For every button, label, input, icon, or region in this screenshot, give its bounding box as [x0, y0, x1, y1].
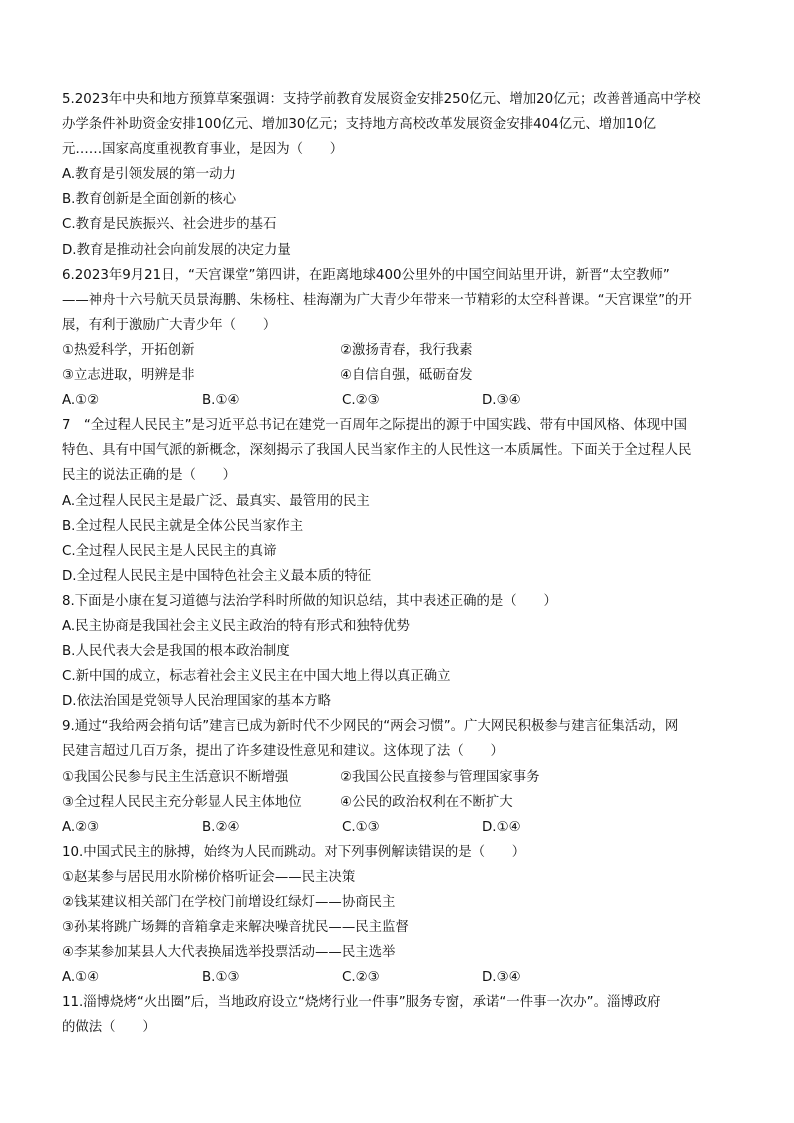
question-stem-line: ——神舟十六号航天员景海鹏、朱杨柱、桂海潮为广大青少年带来一节精彩的太空科普课。“天宫课堂”的开	[62, 292, 692, 308]
question-10	[62, 840, 734, 991]
question-stem-line: 7 “全过程人民民主”是习近平总书记在建党一百周年之际提出的源于中国实践、带有中国风格、体现中国	[62, 418, 687, 434]
answer-choice: B.②④	[202, 819, 240, 835]
answer-choice: C.②③	[342, 393, 380, 409]
question-5	[62, 87, 734, 263]
statement-item: ④李某参加某县人大代表换届选举投票活动——民主选举	[62, 945, 396, 961]
answer-choice: C.②③	[342, 970, 380, 986]
question-stem-line: 办学条件补助资金安排100亿元、增加30亿元；支持地方高校改革发展资金安排404亿元、增加10亿	[62, 117, 657, 133]
answer-option: A.教育是引领发展的第一动力	[62, 167, 236, 183]
statement-item: ①赵某参与居民用水阶梯价格听证会——民主决策	[62, 869, 356, 885]
question-stem-line: 10.中国式民主的脉搏，始终为人民而跳动。对下列事例解读错误的是（ ）	[62, 844, 526, 860]
question-stem-line: 的做法（ ）	[62, 1020, 156, 1036]
question-8	[62, 589, 734, 714]
answer-option: D.全过程人民民主是中国特色社会主义最本质的特征	[62, 568, 372, 584]
statement-item: ③全过程人民民主充分彰显人民主体地位	[62, 794, 302, 810]
question-6	[62, 263, 734, 414]
statement-item: ③立志进取，明辨是非	[62, 368, 195, 384]
answer-choice: D.①④	[482, 819, 521, 835]
statement-item: ③孙某将跳广场舞的音箱拿走来解决噪音扰民——民主监督	[62, 920, 409, 936]
question-stem-line: 6.2023年9月21日，“天宫课堂”第四讲，在距离地球400公里外的中国空间站里开讲，新晋“太空教师”	[62, 267, 670, 283]
statement-item: ②我国公民直接参与管理国家事务	[340, 769, 540, 785]
question-stem-line: 民主的说法正确的是（ ）	[62, 468, 237, 484]
statement-row	[62, 790, 734, 815]
question-stem-line: 11.淄博烧烤“火出圈”后，当地政府设立“烧烤行业一件事”服务专窗，承诺“一件事一次办”。淄博政府	[62, 995, 661, 1011]
answer-choice: A.①④	[62, 970, 100, 986]
statement-item: ①热爱科学，开拓创新	[62, 342, 195, 358]
exam-content	[62, 87, 734, 1041]
answer-choice: D.③④	[482, 970, 521, 986]
statement-item: ④公民的政治权利在不断扩大	[340, 794, 513, 810]
question-stem-line: 展，有利于激励广大青少年（ ）	[62, 317, 277, 333]
question-stem-line: 5.2023年中央和地方预算草案强调：支持学前教育发展资金安排250亿元、增加20亿元；改善普通高中学校	[62, 92, 701, 107]
answer-option: A.民主协商是我国社会主义民主政治的特有形式和独特优势	[62, 618, 410, 634]
statement-row	[62, 765, 734, 790]
question-stem-line: 元……国家高度重视教育事业，是因为（ ）	[62, 142, 344, 158]
answer-option: D.教育是推动社会向前发展的决定力量	[62, 242, 291, 258]
statement-item: ②激扬青春，我行我素	[340, 342, 473, 358]
statement-item: ②钱某建议相关部门在学校门前增设红绿灯——协商民主	[62, 895, 396, 910]
question-stem-line: 民建言超过几百万条，提出了许多建设性意见和建议。这体现了法（ ）	[62, 744, 504, 760]
question-stem-line: 9.通过“我给两会捎句话”建言已成为新时代不少网民的“两会习惯”。广大网民积极参与建言征集活动，网	[62, 719, 679, 735]
answer-choice: B.①③	[202, 970, 240, 986]
answer-option: C.新中国的成立，标志着社会主义民主在中国大地上得以真正确立	[62, 669, 451, 685]
question-7	[62, 413, 734, 589]
answer-choice: C.①③	[342, 819, 380, 835]
choice-row	[62, 388, 734, 413]
choice-row	[62, 815, 734, 840]
question-9	[62, 714, 734, 839]
answer-option: C.教育是民族振兴、社会进步的基石	[62, 217, 277, 233]
statement-row	[62, 363, 734, 388]
question-stem-line: 特色、具有中国气派的新概念，深刻揭示了我国人民当家作主的人民性这一本质属性。下面关于全过程人民	[62, 443, 692, 459]
answer-option: B.全过程人民民主就是全体公民当家作主	[62, 518, 304, 534]
answer-option: B.教育创新是全面创新的核心	[62, 192, 237, 208]
answer-choice: D.③④	[482, 393, 521, 409]
statement-item: ①我国公民参与民主生活意识不断增强	[62, 769, 289, 785]
question-11	[62, 990, 734, 1040]
answer-choice: B.①④	[202, 393, 240, 409]
answer-choice: A.①②	[62, 393, 100, 409]
question-stem-line: 8.下面是小康在复习道德与法治学科时所做的知识总结，其中表述正确的是（ ）	[62, 593, 557, 609]
answer-option: A.全过程人民民主是最广泛、最真实、最管用的民主	[62, 493, 370, 509]
statement-row	[62, 338, 734, 363]
statement-item: ④自信自强，砥砺奋发	[340, 368, 473, 384]
answer-option: D.依法治国是党领导人民治理国家的基本方略	[62, 694, 331, 710]
answer-option: B.人民代表大会是我国的根本政治制度	[62, 644, 290, 660]
answer-option: C.全过程人民民主是人民民主的真谛	[62, 543, 277, 559]
answer-choice: A.②③	[62, 819, 100, 835]
choice-row	[62, 965, 734, 990]
